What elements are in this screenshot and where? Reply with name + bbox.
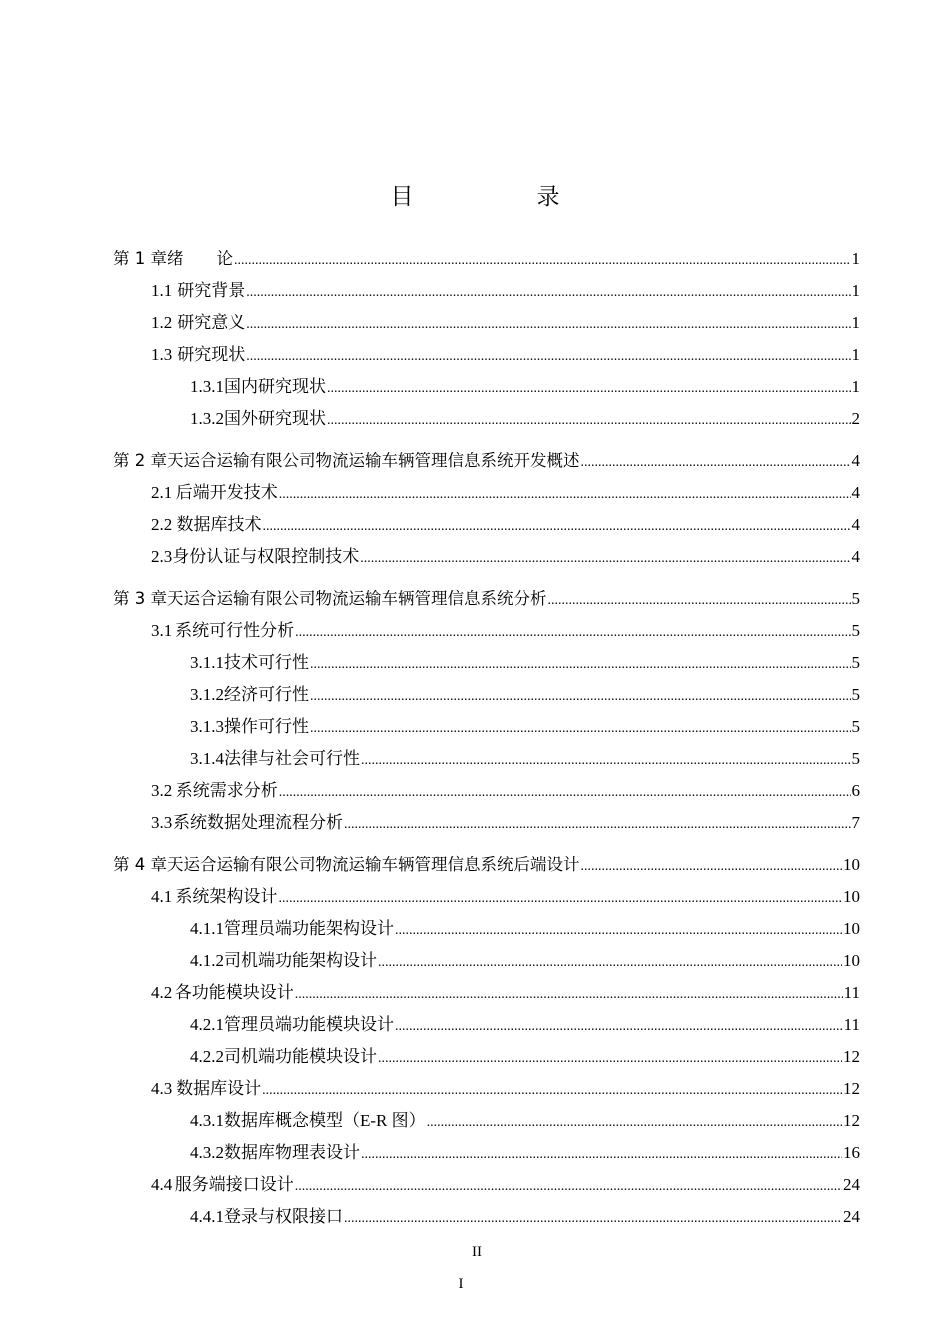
toc-section-entry[interactable] xyxy=(113,647,860,679)
toc-entry-page: 7 xyxy=(851,813,860,832)
dot-leader xyxy=(395,915,842,947)
toc-entry-title: 系统可行性分析 xyxy=(175,621,295,640)
toc-entry-number: 4.1.1 xyxy=(190,919,224,938)
toc-section-entry[interactable] xyxy=(113,1201,860,1233)
toc-entry-page: 1 xyxy=(851,281,860,300)
dot-leader xyxy=(246,277,850,309)
toc-entry-page: 1 xyxy=(851,345,860,364)
dot-leader xyxy=(361,1139,842,1171)
dot-leader xyxy=(295,1171,842,1203)
toc-entry-page: 5 xyxy=(851,749,860,768)
toc-section-entry[interactable] xyxy=(113,1137,860,1169)
toc-entry-number: 3.1.4 xyxy=(190,749,224,768)
toc-section-entry[interactable] xyxy=(113,1073,860,1105)
toc-entry-title: 身份认证与权限控制技术 xyxy=(172,547,360,566)
toc-entry-title: 数据库物理表设计 xyxy=(224,1143,360,1162)
dot-leader xyxy=(246,309,850,341)
toc-entry-number: 1.3.1 xyxy=(190,377,224,396)
toc-heading: 目 录 xyxy=(390,184,610,209)
toc-entry-page: 6 xyxy=(851,781,860,800)
toc-entry-number: 4.4 xyxy=(151,1175,173,1194)
toc-section-entry[interactable] xyxy=(113,1169,860,1201)
toc-entry-page: 1 xyxy=(851,313,860,332)
toc-entry-number: 1.3.2 xyxy=(190,409,224,428)
toc-entry-page: 24 xyxy=(843,1207,860,1226)
toc-entry-page: 5 xyxy=(851,717,860,736)
toc-entry-title: 国内研究现状 xyxy=(224,377,326,396)
toc-entry-title: 登录与权限接口 xyxy=(224,1207,343,1226)
toc-entry-title: 系统需求分析 xyxy=(175,781,278,800)
toc-entry-page: 1 xyxy=(851,377,860,396)
dot-leader xyxy=(278,883,842,915)
toc-entry-number: 4.2.1 xyxy=(190,1015,224,1034)
toc-entry-title: 研究现状 xyxy=(177,345,246,364)
toc-entry-page: 11 xyxy=(843,983,860,1002)
dot-leader xyxy=(378,1043,842,1075)
page-number-lower: I xyxy=(458,1276,464,1292)
toc-entry-number: 3.1.1 xyxy=(190,653,224,672)
dot-leader xyxy=(344,1203,842,1235)
toc-chapter-entry[interactable] xyxy=(113,849,860,881)
toc-entry-number: 第 3 章 xyxy=(113,589,167,608)
toc-entry-page: 12 xyxy=(843,1047,860,1066)
toc-entry-title: 研究意义 xyxy=(177,313,246,332)
toc-entry-page: 5 xyxy=(851,589,860,608)
toc-entry-title: 系统架构设计 xyxy=(175,887,278,906)
toc-section-entry[interactable] xyxy=(113,371,860,403)
page-number-upper: II xyxy=(472,1244,482,1260)
toc-entry-page: 11 xyxy=(843,1015,860,1034)
toc-section-entry[interactable] xyxy=(113,913,860,945)
toc-entry-number: 2.3 xyxy=(151,547,173,566)
toc-entry-number: 4.3.1 xyxy=(190,1111,224,1130)
dot-leader xyxy=(327,405,851,437)
dot-leader xyxy=(378,947,842,979)
toc-entry-page: 10 xyxy=(843,855,860,874)
dot-leader xyxy=(234,245,851,277)
toc-section-entry[interactable] xyxy=(113,977,860,1009)
toc-entry-title: 研究背景 xyxy=(177,281,246,300)
toc-section-entry[interactable] xyxy=(113,945,860,977)
dot-leader xyxy=(310,681,851,713)
toc-section-entry[interactable] xyxy=(113,275,860,307)
toc-entry-title: 管理员端功能模块设计 xyxy=(224,1015,394,1034)
toc-entry-page: 12 xyxy=(843,1111,860,1130)
toc-entry-number: 1.2 xyxy=(151,313,173,332)
toc-section-entry[interactable] xyxy=(113,775,860,807)
toc-chapter-entry[interactable] xyxy=(113,583,860,615)
toc-section-entry[interactable] xyxy=(113,1041,860,1073)
toc-entry-page: 4 xyxy=(851,515,860,534)
toc-entry-number: 3.1.3 xyxy=(190,717,224,736)
toc-section-entry[interactable] xyxy=(113,679,860,711)
toc-entry-title: 操作可行性 xyxy=(224,717,309,736)
dot-leader xyxy=(581,447,851,479)
toc-section-entry[interactable] xyxy=(113,541,860,573)
dot-leader xyxy=(581,851,843,883)
dot-leader xyxy=(327,373,851,405)
toc-entry-title: 各功能模块设计 xyxy=(174,983,294,1002)
toc-entry-title: 天运合运输有限公司物流运输车辆管理信息系统分析 xyxy=(167,589,547,608)
toc-entry-number: 3.2 xyxy=(151,781,173,800)
toc-entry-number: 1.3 xyxy=(151,345,173,364)
toc-entry-page: 4 xyxy=(851,547,860,566)
toc-entry-page: 5 xyxy=(851,653,860,672)
toc-entry-title: 数据库设计 xyxy=(176,1079,262,1098)
toc-entry-page: 4 xyxy=(851,451,860,470)
toc-entry-title: 绪 论 xyxy=(167,249,233,268)
dot-leader xyxy=(360,543,850,575)
toc-section-entry[interactable] xyxy=(113,509,860,541)
toc-entry-number: 第 4 章 xyxy=(113,855,167,874)
toc-entry-page: 10 xyxy=(843,919,860,938)
dot-leader xyxy=(548,585,851,617)
toc-entry-title: 服务端接口设计 xyxy=(174,1175,294,1194)
toc-entry-title: 数据库概念模型（E-R 图） xyxy=(224,1111,426,1130)
toc-entry-number: 4.3.2 xyxy=(190,1143,224,1162)
toc-section-entry[interactable] xyxy=(113,403,860,435)
toc-entry-title: 法律与社会可行性 xyxy=(224,749,360,768)
dot-leader xyxy=(295,979,843,1011)
toc-entry-number: 3.1.2 xyxy=(190,685,224,704)
dot-leader xyxy=(246,341,850,373)
toc-entry-number: 2.2 xyxy=(151,515,173,534)
toc-entry-number: 1.1 xyxy=(151,281,173,300)
toc-entry-title: 管理员端功能架构设计 xyxy=(224,919,394,938)
toc-section-entry[interactable] xyxy=(113,307,860,339)
toc-entry-number: 2.1 xyxy=(151,483,173,502)
toc-entry-title: 经济可行性 xyxy=(224,685,309,704)
toc-chapter-entry[interactable] xyxy=(113,445,860,477)
toc-entry-page: 2 xyxy=(851,409,860,428)
dot-leader xyxy=(279,479,851,511)
toc-entry-title: 天运合运输有限公司物流运输车辆管理信息系统开发概述 xyxy=(167,451,580,470)
toc-entry-page: 5 xyxy=(851,685,860,704)
toc-section-entry[interactable] xyxy=(113,743,860,775)
toc-entry-title: 司机端功能模块设计 xyxy=(224,1047,377,1066)
dot-leader xyxy=(295,617,850,649)
toc-entry-number: 3.1 xyxy=(151,621,173,640)
toc-entry-page: 12 xyxy=(843,1079,860,1098)
toc-entry-number: 4.1.2 xyxy=(190,951,224,970)
toc-entry-page: 16 xyxy=(843,1143,860,1162)
toc-section-entry[interactable] xyxy=(113,711,860,743)
toc-section-entry[interactable] xyxy=(113,881,860,913)
toc-entry-number: 第 2 章 xyxy=(113,451,167,470)
toc-entry-number: 4.1 xyxy=(151,887,173,906)
table-of-contents xyxy=(113,243,860,1233)
dot-leader xyxy=(361,745,851,777)
toc-entry-title: 技术可行性 xyxy=(224,653,309,672)
toc-entry-page: 10 xyxy=(843,887,860,906)
toc-entry-number: 4.3 xyxy=(151,1079,173,1098)
dot-leader xyxy=(344,809,851,841)
toc-entry-title: 天运合运输有限公司物流运输车辆管理信息系统后端设计 xyxy=(167,855,580,874)
toc-entry-number: 3.3 xyxy=(151,813,173,832)
dot-leader xyxy=(395,1011,843,1043)
dot-leader xyxy=(427,1107,842,1139)
toc-entry-title: 国外研究现状 xyxy=(224,409,326,428)
toc-entry-number: 4.2 xyxy=(151,983,173,1002)
toc-section-entry[interactable] xyxy=(113,1105,860,1137)
toc-entry-page: 1 xyxy=(851,249,860,268)
toc-entry-page: 4 xyxy=(851,483,860,502)
dot-leader xyxy=(310,649,851,681)
toc-entry-page: 10 xyxy=(843,951,860,970)
toc-entry-title: 数据库技术 xyxy=(176,515,262,534)
toc-entry-title: 系统数据处理流程分析 xyxy=(172,813,343,832)
toc-section-entry[interactable] xyxy=(113,807,860,839)
toc-entry-page: 24 xyxy=(843,1175,860,1194)
toc-section-entry[interactable] xyxy=(113,615,860,647)
dot-leader xyxy=(262,511,850,543)
toc-section-entry[interactable] xyxy=(113,1009,860,1041)
toc-entry-number: 4.2.2 xyxy=(190,1047,224,1066)
toc-entry-title: 司机端功能架构设计 xyxy=(224,951,377,970)
toc-entry-page: 5 xyxy=(851,621,860,640)
toc-entry-number: 第 1 章 xyxy=(113,249,167,268)
toc-chapter-entry[interactable] xyxy=(113,243,860,275)
toc-entry-number: 4.4.1 xyxy=(190,1207,224,1226)
toc-section-entry[interactable] xyxy=(113,339,860,371)
dot-leader xyxy=(279,777,851,809)
dot-leader xyxy=(310,713,851,745)
toc-section-entry[interactable] xyxy=(113,477,860,509)
toc-entry-title: 后端开发技术 xyxy=(175,483,278,502)
dot-leader xyxy=(262,1075,842,1107)
